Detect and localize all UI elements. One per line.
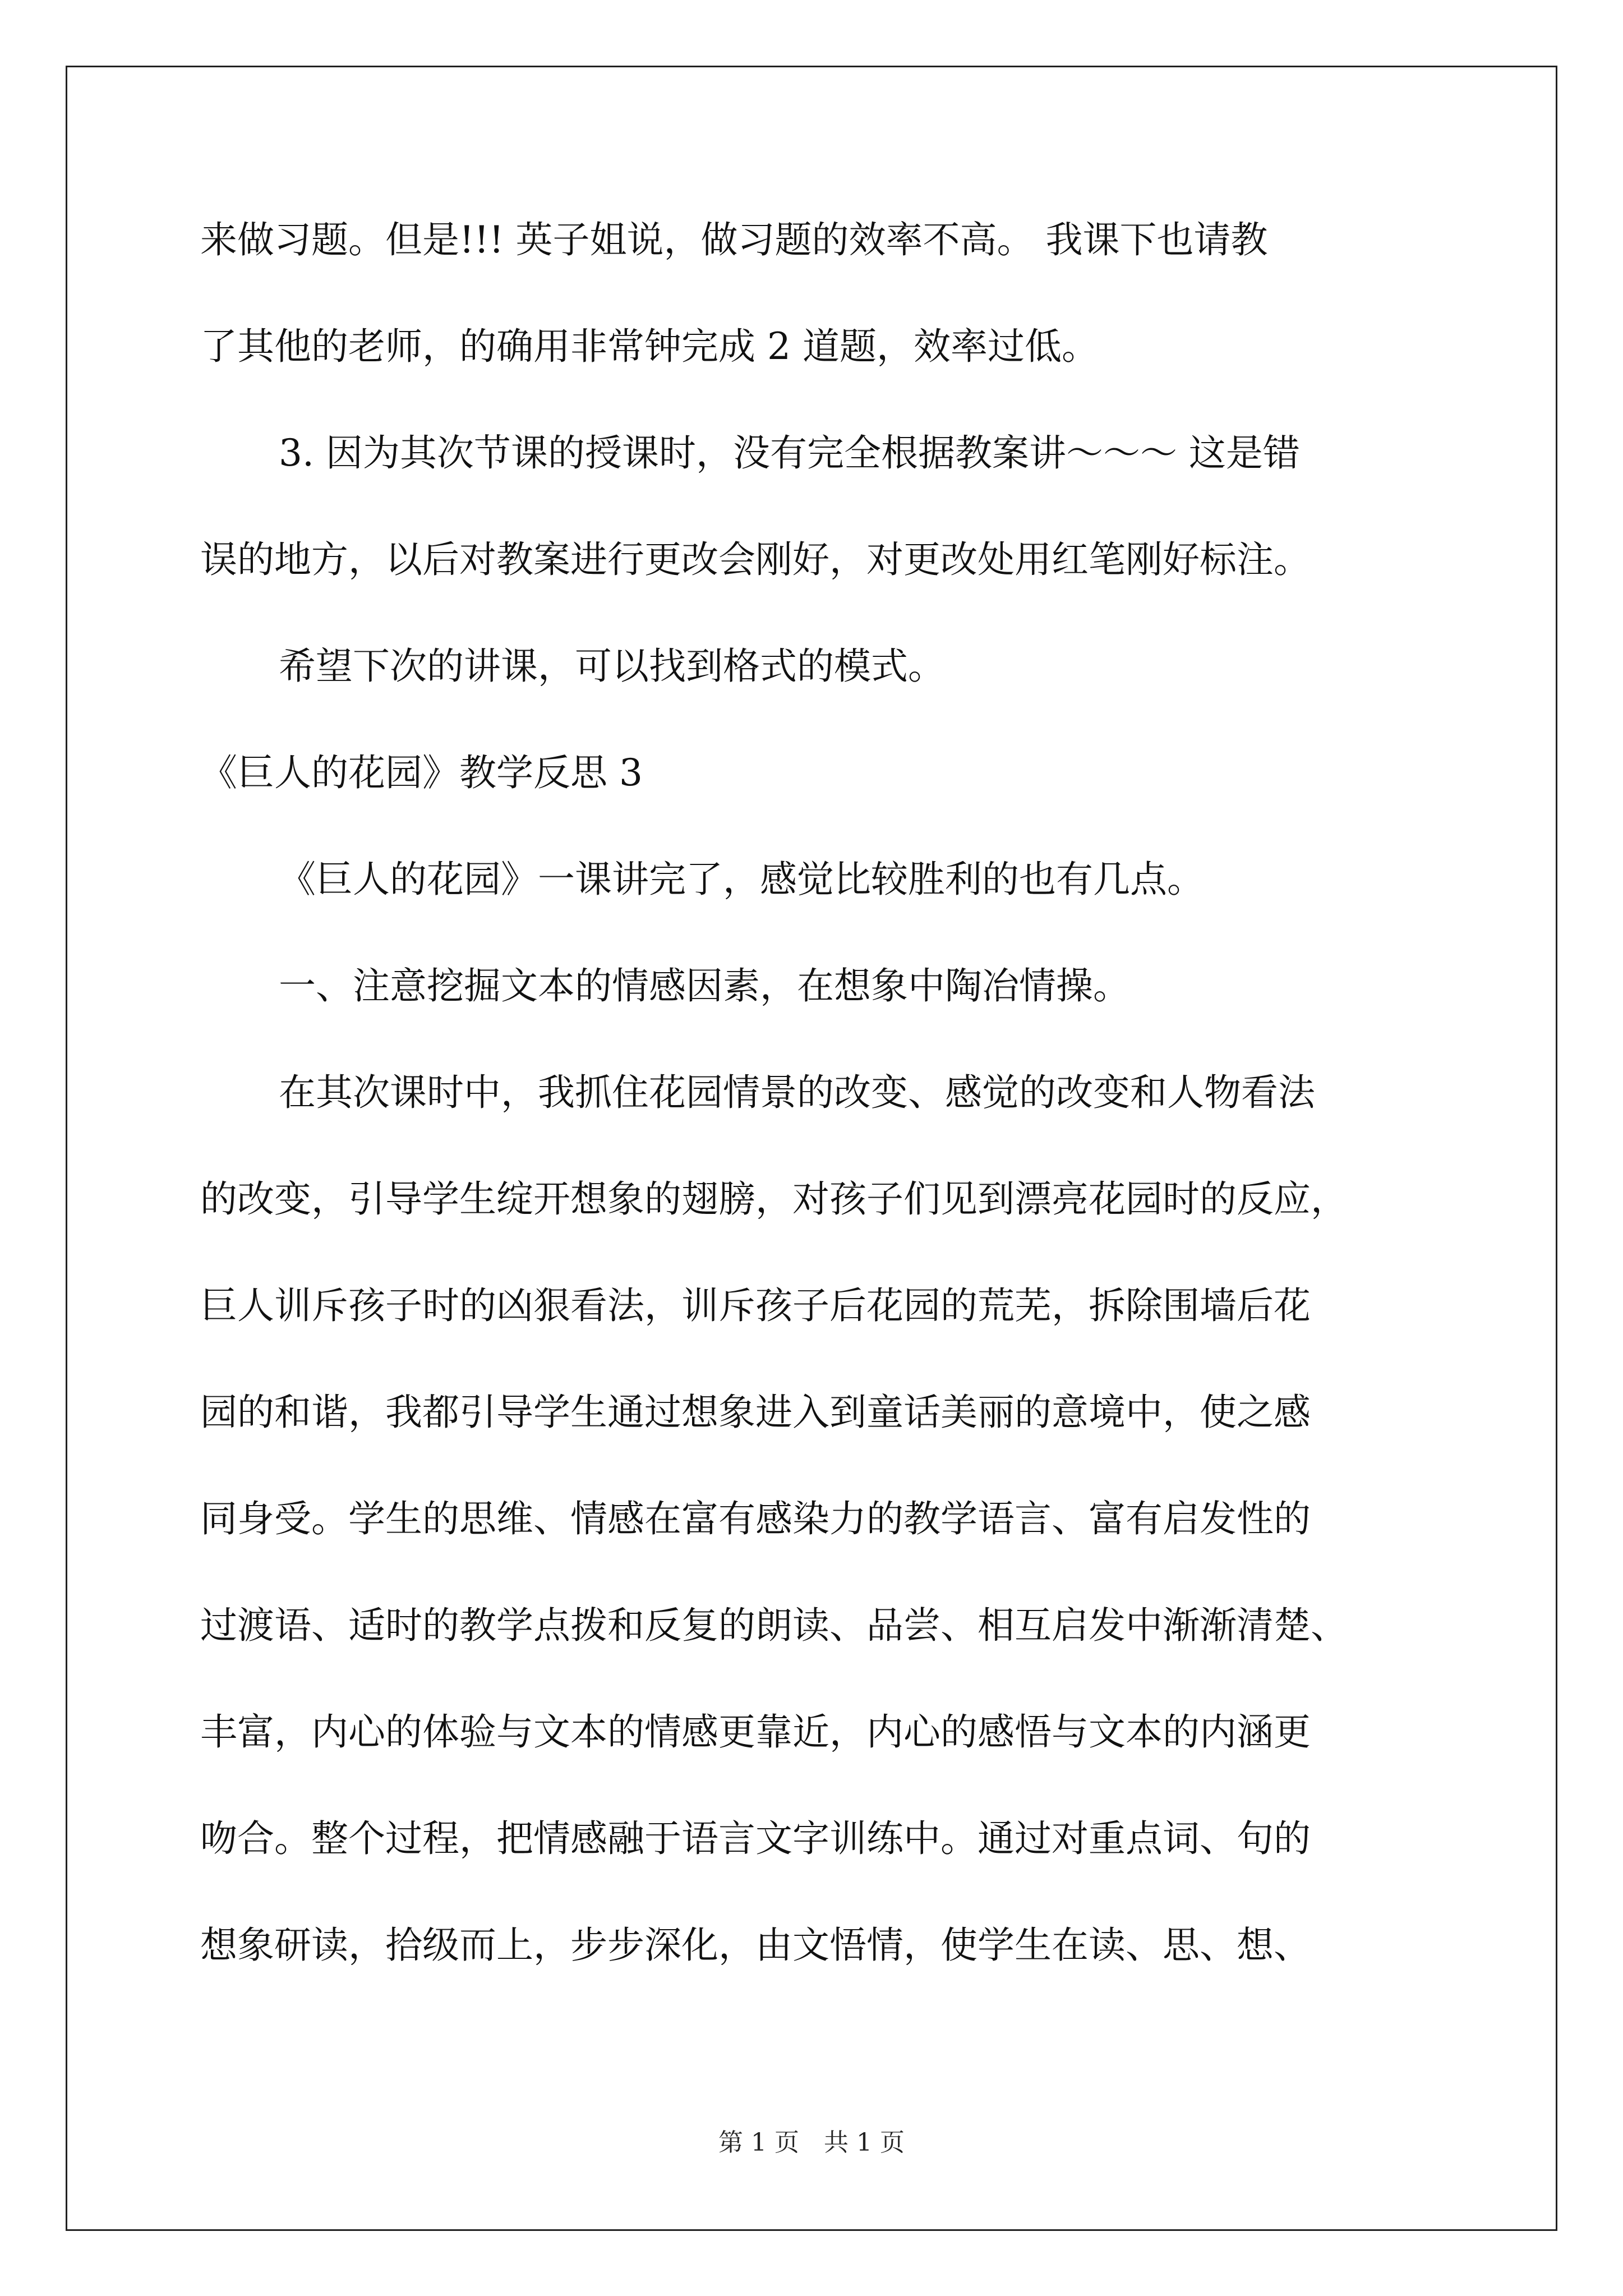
paragraph-line: 误的地方，以后对教案进行更改会刚好，对更改处用红笔刚好标注。 [200, 538, 1311, 581]
paragraph-line: 希望下次的讲课，可以找到格式的模式。 [279, 645, 945, 688]
paragraph-line: 园的和谐，我都引导学生通过想象进入到童话美丽的意境中，使之感 [200, 1391, 1311, 1434]
page-footer: 第 1 页 共 1 页 [718, 2128, 905, 2157]
paragraph-line: 同身受。学生的思维、情感在富有感染力的教学语言、富有启发性的 [200, 1497, 1311, 1540]
paragraph-line: 的改变，引导学生绽开想象的翅膀，对孩子们见到漂亮花园时的反应， [200, 1177, 1348, 1221]
paragraph-line: 在其次课时中，我抓住花园情景的改变、感觉的改变和人物看法 [279, 1071, 1315, 1114]
paragraph-line: 3. 因为其次节课的授课时，没有完全根据教案讲～～～ 这是错 [279, 431, 1300, 475]
paragraph-line: 一、注意挖掘文本的情感因素，在想象中陶冶情操。 [279, 964, 1130, 1007]
page-border [66, 66, 1557, 2231]
paragraph-line: 想象研读，拾级而上，步步深化，由文悟情，使学生在读、思、想、 [200, 1924, 1311, 1967]
paragraph-line: 巨人训斥孩子时的凶狠看法，训斥孩子后花园的荒芜，拆除围墙后花 [200, 1284, 1311, 1327]
paragraph-line: 了其他的老师，的确用非常钟完成 2 道题，效率过低。 [200, 325, 1099, 368]
paragraph-line: 吻合。整个过程，把情感融于语言文字训练中。通过对重点词、句的 [200, 1817, 1311, 1860]
paragraph-line: 《巨人的花园》一课讲完了，感觉比较胜利的也有几点。 [279, 858, 1204, 901]
section-heading: 《巨人的花园》教学反思 3 [200, 751, 643, 794]
paragraph-line: 过渡语、适时的教学点拨和反复的朗读、品尝、相互启发中渐渐清楚、 [200, 1604, 1348, 1647]
paragraph-line: 丰富，内心的体验与文本的情感更靠近，内心的感悟与文本的内涵更 [200, 1710, 1311, 1754]
paragraph-line: 来做习题。但是!!! 英子姐说，做习题的效率不高。 我课下也请教 [200, 218, 1268, 261]
